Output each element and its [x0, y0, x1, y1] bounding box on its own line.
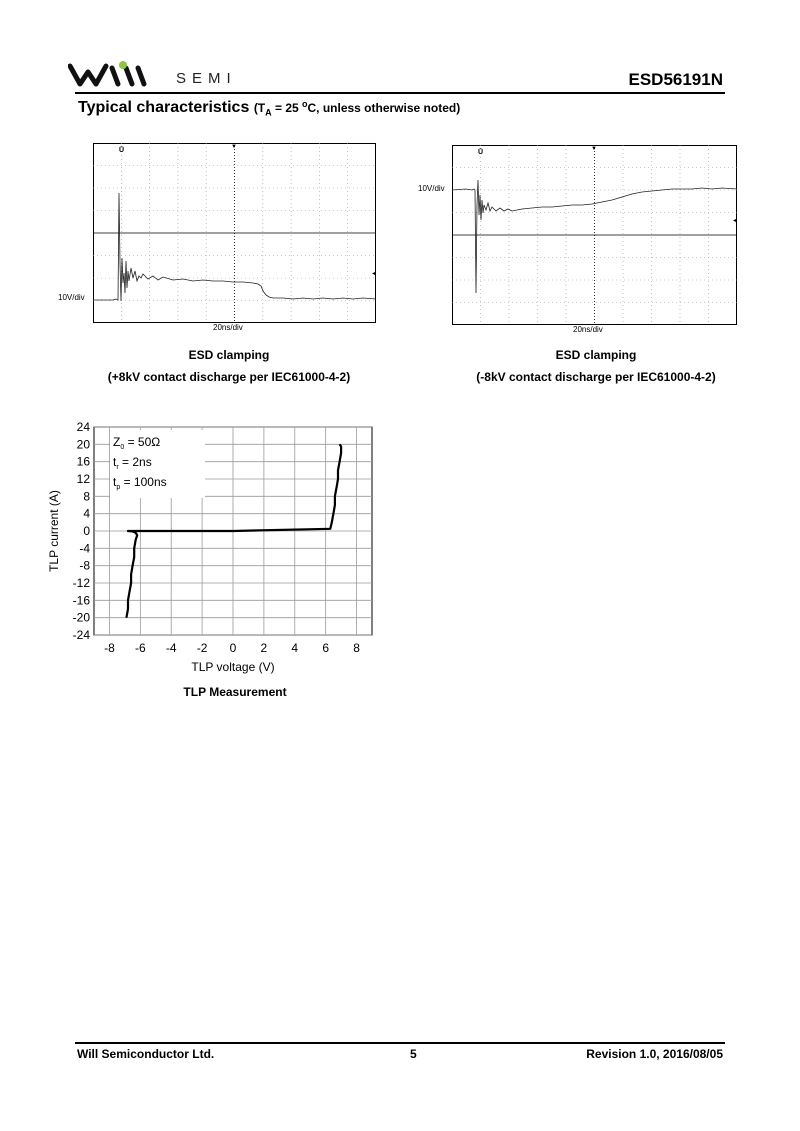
scope2-vdiv-label: 10V/div	[418, 184, 445, 193]
tlp-x-tick-label: -6	[134, 641, 146, 655]
cond-sup: o	[302, 99, 308, 109]
tlp-y-tick-label: 12	[76, 472, 90, 486]
tlp-y-tick-label: 4	[83, 506, 90, 521]
tlp-x-tick-label: 0	[229, 641, 237, 655]
scope1-tdiv-label: 20ns/div	[213, 323, 243, 332]
svg-text:◂: ◂	[733, 218, 737, 224]
tlp-y-tick-label: -8	[79, 558, 90, 573]
scope-plot-negative	[452, 145, 737, 325]
document-number: ESD56191N	[628, 70, 723, 89]
tlp-x-tick-label: 4	[291, 641, 299, 655]
footer-revision: Revision 1.0, 2016/08/05	[586, 1047, 723, 1061]
tlp-y-axis-label: TLP current (A)	[47, 490, 61, 572]
brand-text: SEMI	[176, 70, 237, 87]
cond-mid: = 25	[271, 101, 302, 115]
tlp-y-tick-label: -24	[72, 628, 90, 642]
tlp-y-tick-label: 20	[76, 437, 90, 452]
tlp-y-tick-label: -12	[72, 576, 90, 590]
svg-text:▼: ▼	[231, 144, 237, 150]
tlp-x-axis-label: TLP voltage (V)	[191, 660, 275, 674]
cond-suffix: C, unless otherwise noted)	[307, 101, 461, 115]
tlp-annotation-tp: $t_p = 100ns$	[113, 475, 167, 491]
tlp-x-tick-label: 6	[322, 641, 330, 655]
scope-plot-positive-svg	[93, 143, 376, 323]
section-title-text: Typical characteristics	[78, 99, 250, 116]
footer-company: Will Semiconductor Ltd.	[77, 1047, 215, 1061]
tlp-x-tick-label: 8	[353, 641, 360, 655]
tlp-y-tick-label: -16	[72, 593, 90, 608]
scope2-caption-title: ESD clamping	[555, 348, 637, 362]
tlp-x-tick-label: -2	[196, 641, 208, 655]
footer-page-number: 5	[410, 1047, 417, 1061]
cond-prefix: (T	[253, 101, 266, 115]
cond-sub: A	[265, 107, 272, 118]
scope1-caption-title: ESD clamping	[188, 348, 270, 362]
tlp-y-tick-label: 16	[76, 454, 90, 469]
tlp-y-tick-label: 24	[76, 420, 90, 434]
tlp-y-tick-label: 0	[83, 524, 90, 538]
tlp-annotation-z0: $Z_0 = 50\Omega$	[113, 435, 161, 451]
tlp-y-tick-label: 8	[83, 489, 90, 504]
section-condition	[253, 99, 461, 118]
tlp-caption: TLP Measurement	[183, 685, 287, 699]
svg-text:▼: ▼	[591, 146, 597, 152]
scope1-vdiv-label: 10V/div	[58, 293, 85, 302]
header-divider	[75, 92, 725, 94]
footer-divider	[75, 1042, 725, 1044]
tlp-y-tick-label: -4	[79, 541, 90, 556]
tlp-y-tick-label: -20	[72, 610, 90, 625]
scope2-caption-condition: (-8kV contact discharge per IEC61000-4-2)	[476, 370, 716, 384]
tlp-annotation-tr: $t_r = 2ns$	[113, 455, 152, 471]
scope-plot-negative-svg	[452, 145, 737, 325]
scope-plot-positive	[93, 143, 376, 323]
svg-text:◂: ◂	[372, 271, 376, 277]
section-title	[78, 99, 460, 117]
svg-text:Ū: Ū	[119, 147, 125, 154]
svg-text:Ū: Ū	[478, 149, 484, 156]
scope2-tdiv-label: 20ns/div	[573, 325, 603, 334]
scope1-caption-condition: (+8kV contact discharge per IEC61000-4-2)	[107, 370, 351, 384]
tlp-x-tick-label: 2	[260, 641, 268, 655]
tlp-x-tick-label: -8	[104, 641, 115, 655]
tlp-x-tick-label: -4	[165, 641, 177, 655]
tlp-chart	[40, 415, 380, 680]
